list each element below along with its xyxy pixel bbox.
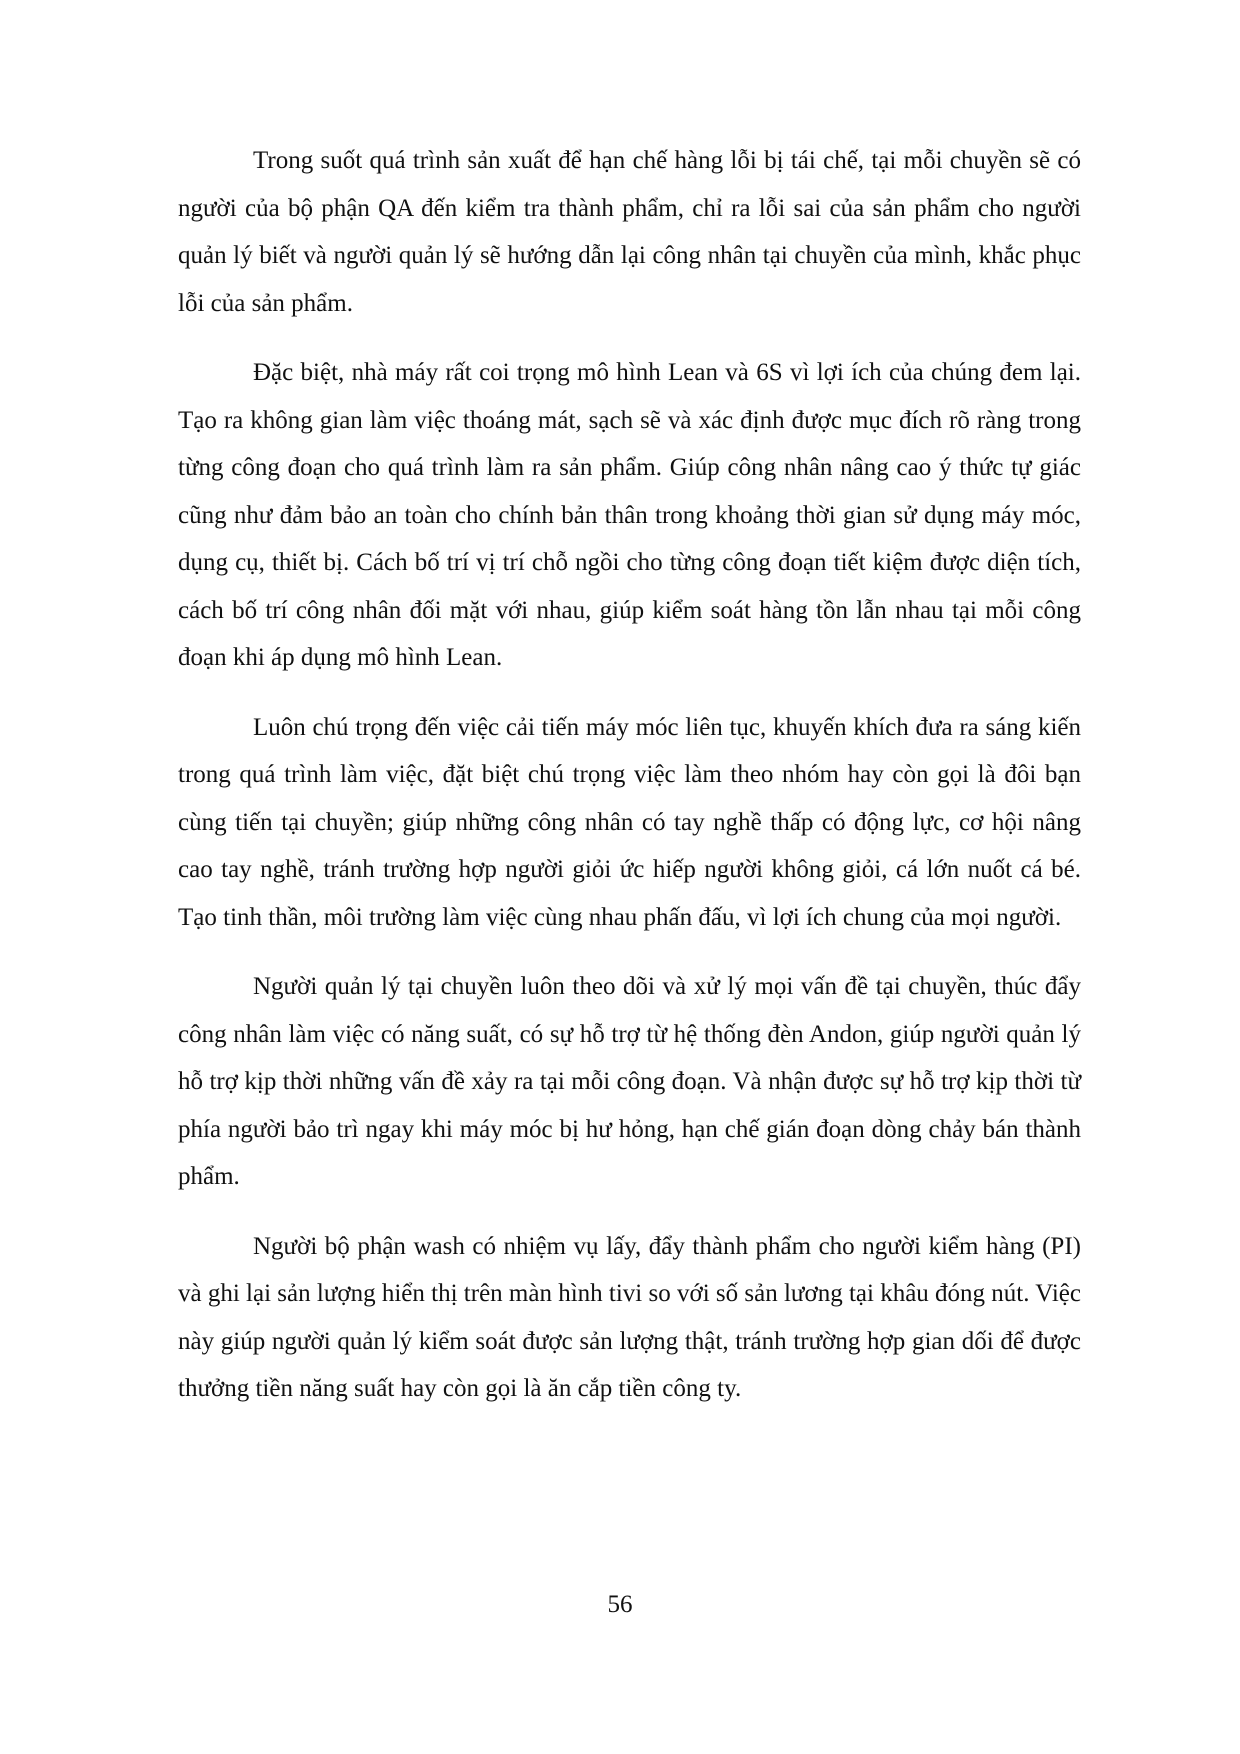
paragraph-line-manager: Người quản lý tại chuyền luôn theo dõi và xử lý mọi vấn đề tại chuyền, thúc đẩy công nhân làm việc có năng suất, có sự hỗ trợ từ hệ thống đèn Andon, giúp người quản lý hỗ trợ kịp thời những vấn đề xảy ra tại mỗi công đoạn. Và nhận được sự hỗ trợ kịp thời từ phía người bảo trì ngay khi máy móc bị hư hỏng, hạn chế gián đoạn dòng chảy bán thành phẩm.	[178, 973, 1081, 1190]
paragraph-lean-6s: Đặc biệt, nhà máy rất coi trọng mô hình Lean và 6S vì lợi ích của chúng đem lại. Tạo ra không gian làm việc thoáng mát, sạch sẽ và xác định được mục đích rõ ràng trong từng công đoạn cho quá trình làm ra sản phẩm. Giúp công nhân nâng cao ý thức tự giác cũng như đảm bảo an toàn cho chính bản thân trong khoảng thời gian sử dụng máy móc, dụng cụ, thiết bị. Cách bố trí vị trí chỗ ngồi cho từng công đoạn tiết kiệm được diện tích, cách bố trí công nhân đối mặt với nhau, giúp kiểm soát hàng tồn lẫn nhau tại mỗi công đoạn khi áp dụng mô hình Lean.	[178, 359, 1081, 671]
body-text	[178, 137, 1081, 1435]
paragraph-qa-inspection: Trong suốt quá trình sản xuất để hạn chế hàng lỗi bị tái chế, tại mỗi chuyền sẽ có người của bộ phận QA đến kiểm tra thành phẩm, chỉ ra lỗi sai của sản phẩm cho người quản lý biết và người quản lý sẽ hướng dẫn lại công nhân tại chuyền của mình, khắc phục lỗi của sản phẩm.	[178, 147, 1081, 317]
paragraph-wash-department: Người bộ phận wash có nhiệm vụ lấy, đẩy thành phẩm cho người kiểm hàng (PI) và ghi lại sản lượng hiển thị trên màn hình tivi so với số sản lương tại khâu đóng nút. Việc này giúp người quản lý kiểm soát được sản lượng thật, tránh trường hợp gian dối để được thưởng tiền năng suất hay còn gọi là ăn cắp tiền công ty.	[178, 1232, 1081, 1402]
page-number: 56	[607, 1591, 633, 1618]
paragraph-improvement: Luôn chú trọng đến việc cải tiến máy móc liên tục, khuyến khích đưa ra sáng kiến trong quá trình làm việc, đặt biệt chú trọng việc làm theo nhóm hay còn gọi là đôi bạn cùng tiến tại chuyền; giúp những công nhân có tay nghề thấp có động lực, cơ hội nâng cao tay nghề, tránh trường hợp người giỏi ức hiếp người không giỏi, cá lớn nuốt cá bé. Tạo tinh thần, môi trường làm việc cùng nhau phấn đấu, vì lợi ích chung của mọi người.	[178, 713, 1081, 931]
